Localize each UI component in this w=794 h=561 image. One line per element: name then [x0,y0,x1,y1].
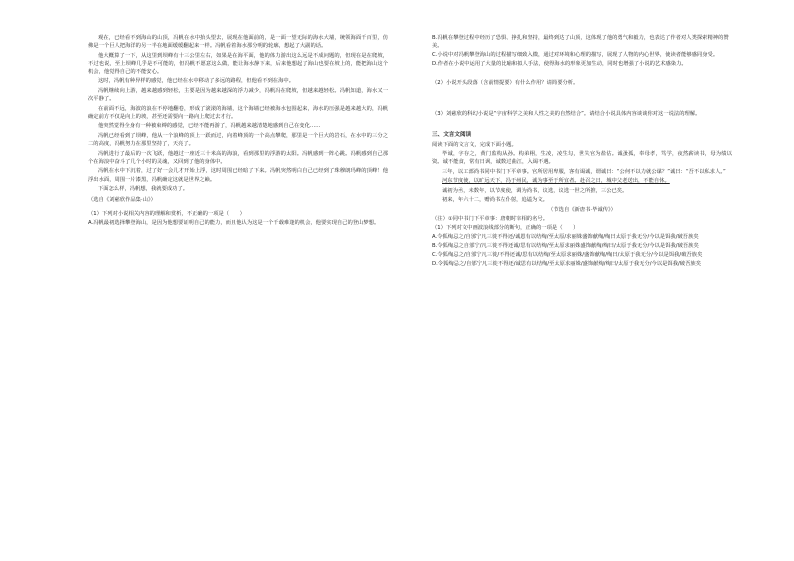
option-c: C.小说中对冯帆攀登海山的过程描写细致入微，通过对环境和心理的描写，展现了人物的内心世界，使读者能够感同身受。 [432,52,719,59]
answer-option-a: A.令狐绹忌之/自邠宁凡三徙不得还/诚恩有以结绹/至太原/求丽姝盛饰献绹/绹曰太原于我无分/今以是饵我/破吾族矣 [432,234,699,241]
question-3: （3）刘慈欣的科幻小说是“宇宙科学之美和人性之美的自然结合”。请结合小说具体内容谈谈你对这一说法的理解。 [432,111,701,118]
paragraph: 在前面不远，海波的浪在不停地翻卷，形成了滚滚的海墙，这个海墙已经被海水包围起来，海水的压强是越来越大的，冯帆确定前方不仅是向上的坡，甚至还需要向一路向上爬过去才行。 [88,105,388,120]
answer-option-b: B.令狐绹忌之自邠宁/凡三徙不得还诚/思有以结绹/至太原求丽姝盛饰献绹/绹曰/太原于我无分/今以是饵我/破吾族矣 [432,243,699,250]
paragraph: 下面怎么样，冯帆想，我就要成功了。 [98,186,189,193]
classical-paragraph: 毕诚，字存之，黄门监构从孙。构弟栩，生凌，凌生勾，世失官为盐估。诚蚤孤，奉母孝，笃学，夜然薪读书，母为绩以资。诚不能食，常有日讽，诚数过曲江，入谒不遇。 [432,150,732,165]
classical-paragraph: 初来，年六十二，赠尚书左仆射，追谥为文。 [442,197,548,204]
source-note: （节选自《新唐书·毕诚传》） [548,207,616,214]
paragraph: 观在，已经看不到海山的山顶，冯帆在水中抬头望去，展现在他面前的，是一面一望无际的海水大墙，统领海面千百里，仿佛是一个巨人把海洋的另一半在地面缓缓翻起来一样。冯帆看着海水那分明的轮廓，想起了大副的话。 [88,35,388,50]
paragraph: 这时，冯帆有种异样的感觉，他已经在水中移动了多远的路程，但他看不到在海中。 [98,78,294,85]
option-d: D.作者在小说中运用了大量的比喻和拟人手法，使得海水的形象更加生动，同时也增强了小说的艺术感染力。 [432,61,687,68]
paragraph: 冯帆继续向上游，越来越感到轻松，主要是因为越来越深的浮力减少，冯帆冯在爬坡，但越来越轻松。冯帆知道，海水又一次平静了。 [88,88,388,103]
option-b: B.冯帆在攀登过程中经历了恐惧、挣扎和坚持，最终到达了山顶，这体现了他的勇气和毅力，也表达了作者对人类探索精神的赞美。 [432,35,729,50]
right-column [432,34,732,269]
reading-instruction: 阅读下面的文言文，完成下面小题。 [432,141,517,148]
question-2: （2）小说开头段落（含前情提要）有什么作用？请简要分析。 [432,80,579,87]
paragraph: 他大概算了一下，从这里到坝峰有十三公里左右，如果是在海平面，他的体力游出这么远是不成问题的，但现在是在爬坡，不过也说，至上坝峰几乎是不可能的，但冯帆不愿意这么做，能让海水静下来，后来他想起了海山也要在坡上的，能把海山这个机会，他觉得自己的不能安心。 [88,52,388,75]
question-4: （1）下列对文中画波浪线部分的断句，正确的一项是（ ） [432,225,579,232]
source-citation: （选自《刘慈欣作品集·山》） [88,197,156,204]
paragraph: 他突然觉得全身有一种被束缚的感觉，已经不能再游了，冯帆越来越清楚地感到自己在变化…… [98,123,321,130]
paragraph: 冯帆在水中下沉着，过了好一会儿才开始上浮，这时周围已经暗了下来。冯帆突然明白自己已经到了珠穆朗玛峰的顶峰！他浮出水面，周围一片漆黑，冯帆确定这就是世界之巅。 [88,168,388,183]
question-1: （1）下列对小说相关内容的理解和赏析，不正确的一项是（ ） [88,211,245,218]
answer-option-c: C.令狐绹忌之/自邠宁凡三徙/不得还诚/思有以结绹/至太原求丽姝/盛饰献绹/绹曰/太原于我无分/今以是饵我/破吾族矣 [432,252,703,259]
classical-paragraph: 诚初为丞，未数年，以节度使，调为尚书，议选，议选一世之所推，三公已矣。 [442,187,628,194]
annotation: （注）①同中书门下平章事：唐朝时宰相的名号。 [432,216,548,223]
left-column [88,34,388,228]
option-a: A.冯帆最初选择攀登海山，是因为他想要证明自己的能力，而且他认为这是一个千载难逢的机会，他要实现自己的登山梦想。 [88,220,380,227]
paragraph: 冯帆已经看到了坝峰，他从一个浪峰的顶上一跃而过，向着峰顶的一个高点攀爬，那里是一个巨大的岩石，在水中的三分之二的高度，冯帆努力在那里坚持了，天亮了。 [88,133,388,148]
answer-option-d: D.令狐绹忌之/自邠宁凡三徙不得还/诚思有以结绹/至太原求丽姝/盛饰献绹/绹曰/太原于我无分/今以是饵我/破吾族矣 [432,261,701,268]
classical-paragraph: 三年，以工部尚书同中书门下平章事。官所居用卑服，客有谒诚，谓诚曰：“公何不以力就公谋？”诚曰：“吾不以私求人。” [442,168,726,175]
section-title: 三、文言文阅读 [432,132,472,139]
paragraph: 冯帆进行了最后的一次飞跃，他越过一座近三十米高的海浪，看到那里的浮游的太阳。冯帆感到一阵心跳。冯帆感到自己那个在海浪中奋斗了几个小时的灵魂，又回到了他的身体中。 [88,150,388,165]
classical-paragraph: 河东节度使，以旷远天下，冯于州民，诚为事至于所宜者。赴召之日，城中父老送出，不能自休。 [442,178,670,185]
